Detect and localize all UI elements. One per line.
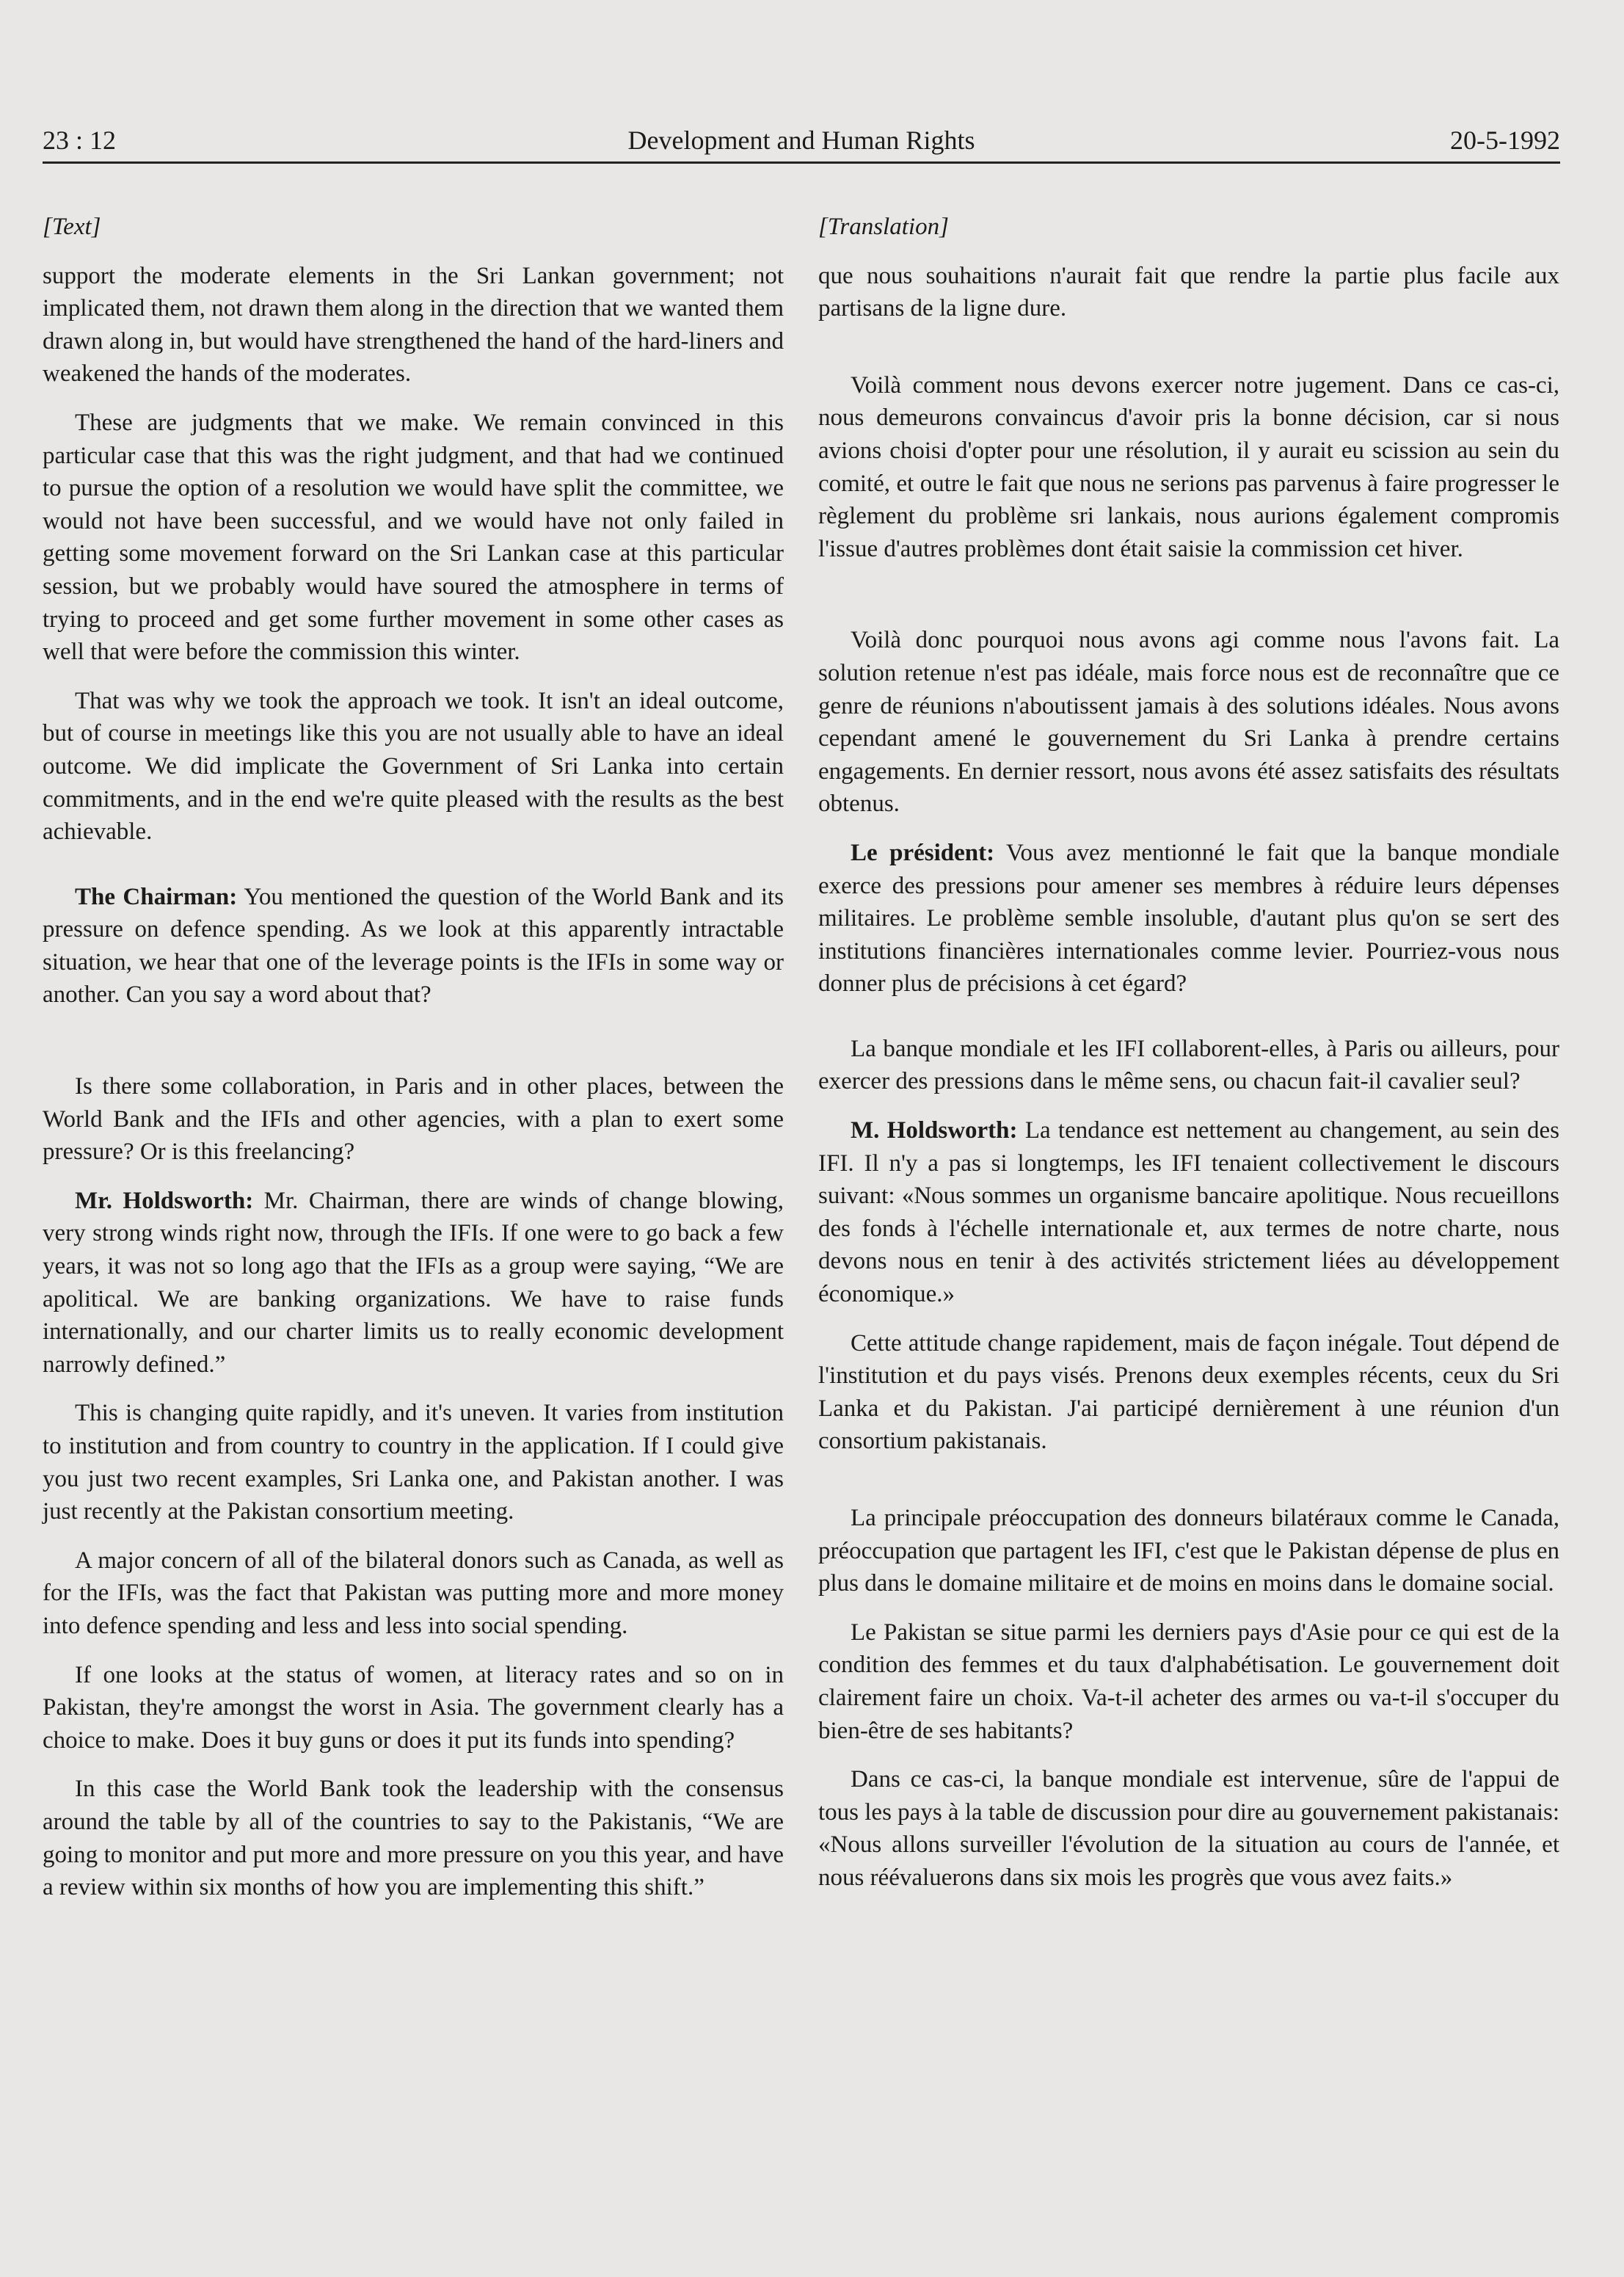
paragraph: La principale préoccupation des donneurs bilatéraux comme le Canada, préoccupation que partagent les IFI, c'est que le Pakistan dépense de plus en plus dans le domaine militaire et de moins en moins dans le domaine social.	[818, 1505, 1559, 1597]
paragraph: support the moderate elements in the Sri Lankan government; not implicated them, not drawn them along in the direction that we wanted them drawn along in, but would have strengthened the hand of the hard-liners and weakened the hands of the moderates.	[43, 262, 784, 388]
paragraph-text: Vous avez mentionné le fait que la banque mondiale exerce des pressions pour amener ses membres à réduire leurs dépenses militaires. Le problème semble insoluble, d'autant plus qu'on se sert des institutions financières internationales comme levier. Pourriez-vous nous donner plus de précisions à cet égard?	[818, 839, 1559, 998]
paragraph-text: Mr. Chairman, there are winds of change blowing, very strong winds right now, through the IFIs. If one were to go back a few years, it was not so long ago that the IFIs as a group were saying, “We are apolitical. We are banking organizations. We have to raise funds internationally, and our charter limits us to really economic development narrowly defined.”	[43, 1187, 784, 1378]
paragraph-text: La tendance est nettement au changement, au sein des IFI. Il n'y a pas si longtemps, les IFI tenaient collectivement le discours suivant: «Nous sommes un organisme bancaire apolitique. Nous recueillons des fonds à l'échelle internationale et, aux termes de notre charte, nous devons nous en tenir à des activités strictement liées au développement économique.»	[818, 1117, 1559, 1308]
speaker-name: Le président:	[851, 839, 995, 866]
speaker-name: The Chairman:	[75, 883, 238, 910]
paragraph-text: You mentioned the question of the World Bank and its pressure on defence spending. As we look at this apparently intractable situation, we hear that one of the leverage points is the IFIs in some way or another. Can you say a word about that?	[43, 883, 784, 1009]
speaker-name: M. Holdsworth:	[851, 1117, 1018, 1144]
document-date: 20-5-1992	[1450, 126, 1560, 155]
page-number: 23 : 12	[43, 126, 117, 155]
paragraph-chairman	[43, 881, 784, 1012]
paragraph: Le Pakistan se situe parmi les derniers pays d'Asie pour ce qui est de la condition des femmes et du taux d'alphabétisation. Le gouvernement doit clairement faire un choix. Va-t-il acheter des armes ou va-t-il s'occuper du bien-être de ses habitants?	[818, 1619, 1559, 1744]
page-header	[43, 117, 1560, 164]
column-label-text: [Text]	[43, 214, 101, 240]
paragraph: In this case the World Bank took the leadership with the consensus around the table by all of the countries to say to the Pakistanis, “We are going to monitor and put more and more pressure on you this year, and have a review within six months of how you are implementing this shift.”	[43, 1776, 784, 1901]
paragraph: Voilà donc pourquoi nous avons agi comme nous l'avons fait. La solution retenue n'est pas idéale, mais force nous est de reconnaître que ce genre de réunions n'aboutissent jamais à des solutions idéales. Nous avons cependant amené le gouvernement du Sri Lanka à prendre certains engagements. En dernier ressort, nous avons été assez satisfaits des résultats obtenus.	[818, 627, 1559, 818]
paragraph: This is changing quite rapidly, and it's uneven. It varies from institution to institution and from country to country in the application. If I could give you just two recent examples, Sri Lanka one, and Pakistan another. I was just recently at the Pakistan consortium meeting.	[43, 1400, 784, 1525]
paragraph: A major concern of all of the bilateral donors such as Canada, as well as for the IFIs, was the fact that Pakistan was putting more and more money into defence spending and less and less into social spending.	[43, 1547, 784, 1639]
paragraph-holdsworth	[43, 1185, 784, 1381]
paragraph-president	[818, 837, 1559, 1000]
paragraph: These are judgments that we make. We remain convinced in this particular case that this was the right judgment, and that had we continued to pursue the option of a resolution we would have split the committee, we would not have been successful, and we would have not only failed in getting some movement forward on the Sri Lankan case at this particular session, but we probably would have soured the atmosphere in terms of trying to proceed and get some further movement in some other cases as well that were before the commission this winter.	[43, 409, 784, 666]
paragraph: If one looks at the status of women, at literacy rates and so on in Pakistan, they're amongst the worst in Asia. The government clearly has a choice to make. Does it buy guns or does it put its funds into spending?	[43, 1661, 784, 1754]
paragraph: Is there some collaboration, in Paris and in other places, between the World Bank and the IFIs and other agencies, with a plan to exert some pressure? Or is this freelancing?	[43, 1073, 784, 1166]
paragraph: que nous souhaitions n'aurait fait que rendre la partie plus facile aux partisans de la ligne dure.	[818, 262, 1559, 322]
paragraph-holdsworth	[818, 1114, 1559, 1311]
paragraph: That was why we took the approach we took. It isn't an ideal outcome, but of course in meetings like this you are not usually able to have an ideal outcome. We did implicate the Government of Sri Lanka into certain commitments, and in the end we're quite pleased with the results as the best achievable.	[43, 687, 784, 846]
paragraph: Dans ce cas-ci, la banque mondiale est intervenue, sûre de l'appui de tous les pays à la table de discussion pour dire au gouvernement pakistanais: «Nous allons surveiller l'évolution de la situation au cours de l'année, et nous réévaluerons dans six mois les progrès que vous avez faits.»	[818, 1766, 1559, 1891]
column-label-translation: [Translation]	[818, 214, 949, 240]
english-column	[43, 211, 784, 1904]
document-title: Development and Human Rights	[627, 126, 975, 155]
speaker-name: Mr. Holdsworth:	[75, 1187, 254, 1214]
paragraph: Cette attitude change rapidement, mais de façon inégale. Tout dépend de l'institution et du pays visés. Prenons deux exemples récents, ceux du Sri Lanka et du Pakistan. J'ai participé dernièrement à une réunion d'un consortium pakistanais.	[818, 1329, 1559, 1455]
french-column	[818, 211, 1559, 1895]
paragraph: La banque mondiale et les IFI collaborent-elles, à Paris ou ailleurs, pour exercer des pressions dans le même sens, ou chacun fait-il cavalier seul?	[818, 1035, 1559, 1095]
paragraph: Voilà comment nous devons exercer notre jugement. Dans ce cas-ci, nous demeurons convaincus d'avoir pris la bonne décision, car si nous avions choisi d'opter pour une résolution, il y aurait eu scission au sein du comité, et outre le fait que nous ne serions pas parvenus à faire progresser le règlement du problème sri lankais, nous aurions également compromis l'issue d'autres problèmes dont était saisie la commission cet hiver.	[818, 371, 1559, 562]
